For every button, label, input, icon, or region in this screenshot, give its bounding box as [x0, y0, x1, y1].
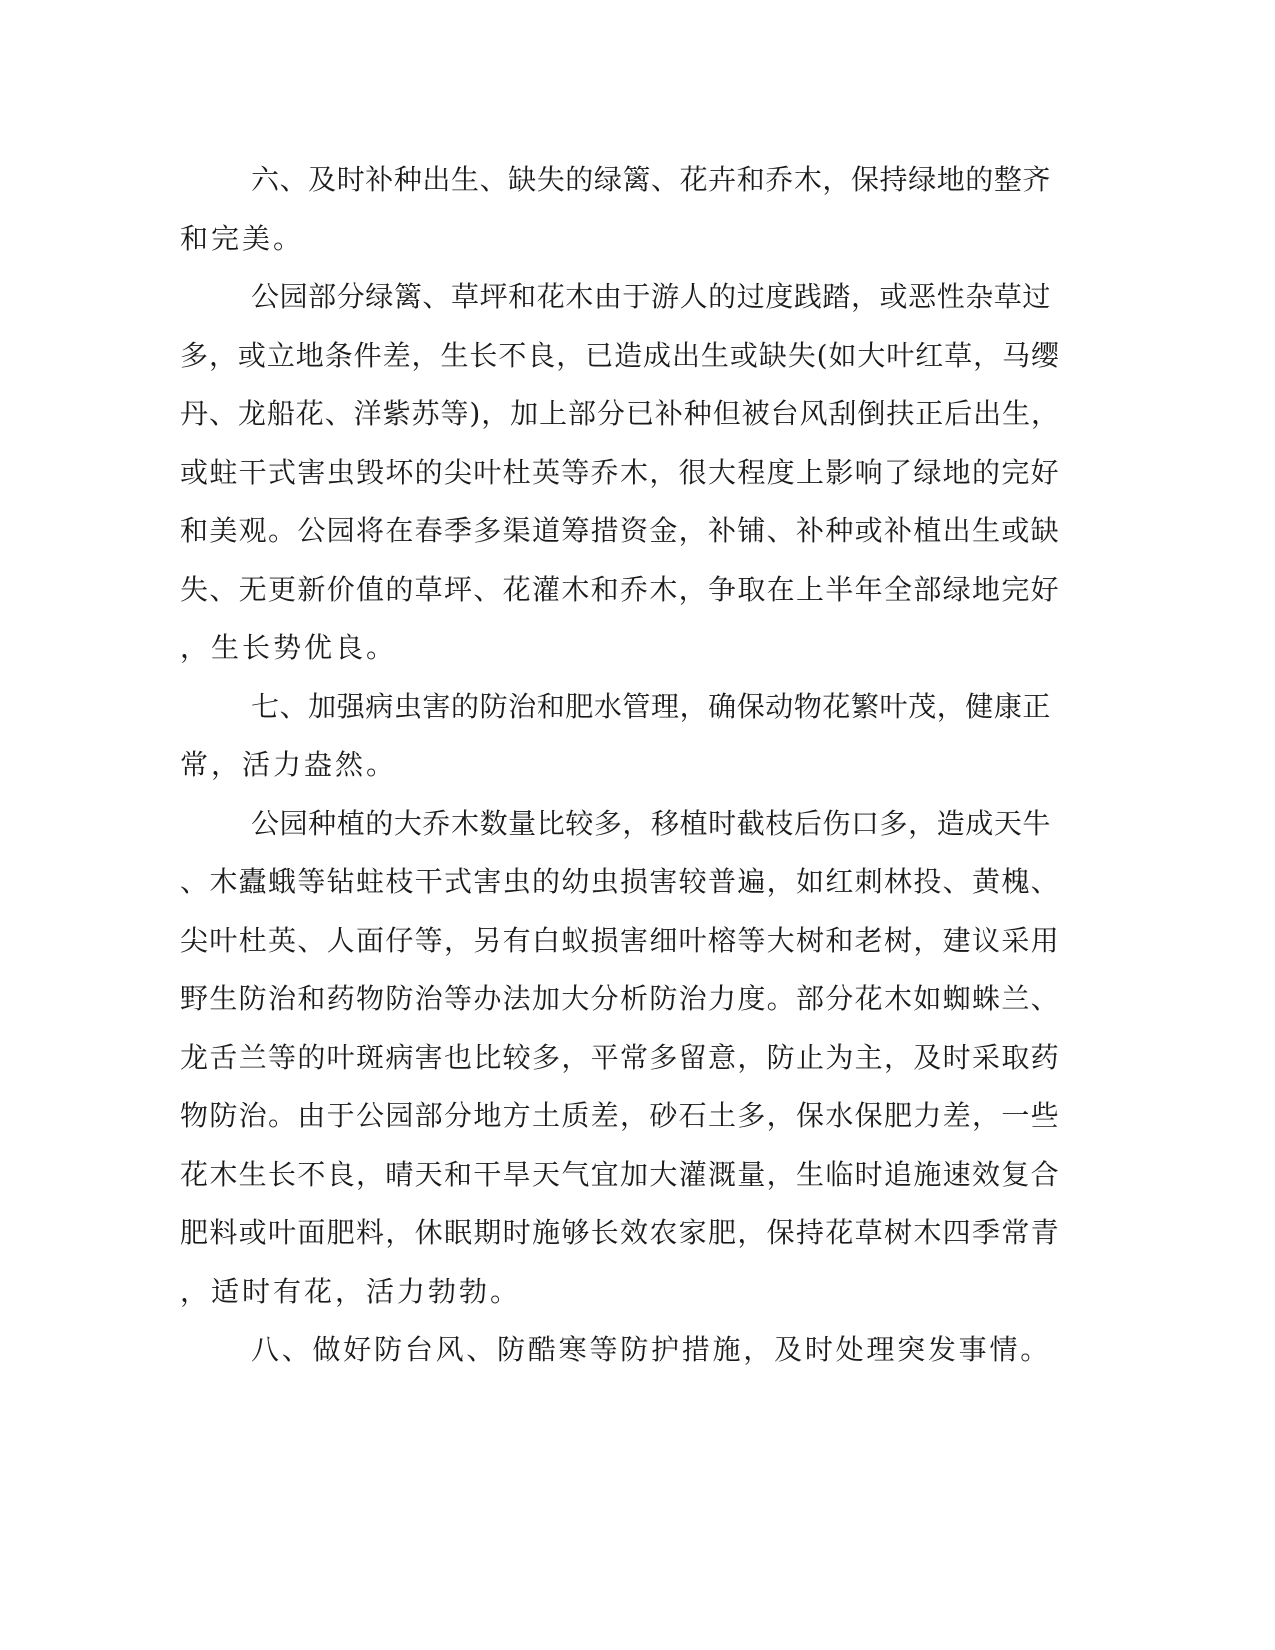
text-line: ，适时有花，活力勃勃。	[180, 1275, 522, 1308]
text-line: 尖叶杜英、人面仔等，另有白蚁损害细叶榕等大树和老树，建议采用	[180, 924, 1060, 957]
text-line: 或蛀干式害虫毁坏的尖叶杜英等乔木，很大程度上影响了绿地的完好	[180, 456, 1060, 489]
text-line: 、木蠹蛾等钻蛀枝干式害虫的幼虫损害较普遍，如红刺林投、黄槐、	[180, 865, 1060, 898]
text-line: 常，活力盎然。	[180, 748, 398, 781]
text-line: 八、做好防台风、防酷寒等防护措施，及时处理突发事情。	[251, 1333, 1051, 1366]
text-line: 公园部分绿篱、草坪和花木由于游人的过度践踏，或恶性杂草过	[251, 280, 1051, 313]
text-line: 和美观。公园将在春季多渠道筹措资金，补铺、补种或补植出生或缺	[180, 514, 1060, 547]
text-line: 公园种植的大乔木数量比较多，移植时截枝后伤口多，造成天牛	[251, 807, 1051, 840]
text-line: 肥料或叶面肥料，休眠期时施够长效农家肥，保持花草树木四季常青	[180, 1216, 1060, 1249]
text-line: 六、及时补种出生、缺失的绿篱、花卉和乔木，保持绿地的整齐	[251, 163, 1051, 196]
text-line: 野生防治和药物防治等办法加大分析防治力度。部分花木如蜘蛛兰、	[180, 982, 1060, 1015]
text-line: 龙舌兰等的叶斑病害也比较多，平常多留意，防止为主，及时采取药	[180, 1041, 1060, 1074]
text-line: 花木生长不良，晴天和干旱天气宜加大灌溉量，生临时追施速效复合	[180, 1158, 1060, 1191]
text-line: 多，或立地条件差，生长不良，已造成出生或缺失(如大叶红草，马缨	[180, 339, 1060, 372]
text-line: 失、无更新价值的草坪、花灌木和乔木，争取在上半年全部绿地完好	[180, 573, 1060, 606]
text-line: 物防治。由于公园部分地方土质差，砂石土多，保水保肥力差，一些	[180, 1099, 1060, 1132]
text-line: ，生长势优良。	[180, 631, 398, 664]
text-line: 丹、龙船花、洋紫苏等)，加上部分已补种但被台风刮倒扶正后出生，	[180, 397, 1060, 430]
text-line: 和完美。	[180, 222, 305, 255]
text-line: 七、加强病虫害的防治和肥水管理，确保动物花繁叶茂，健康正	[251, 690, 1051, 723]
